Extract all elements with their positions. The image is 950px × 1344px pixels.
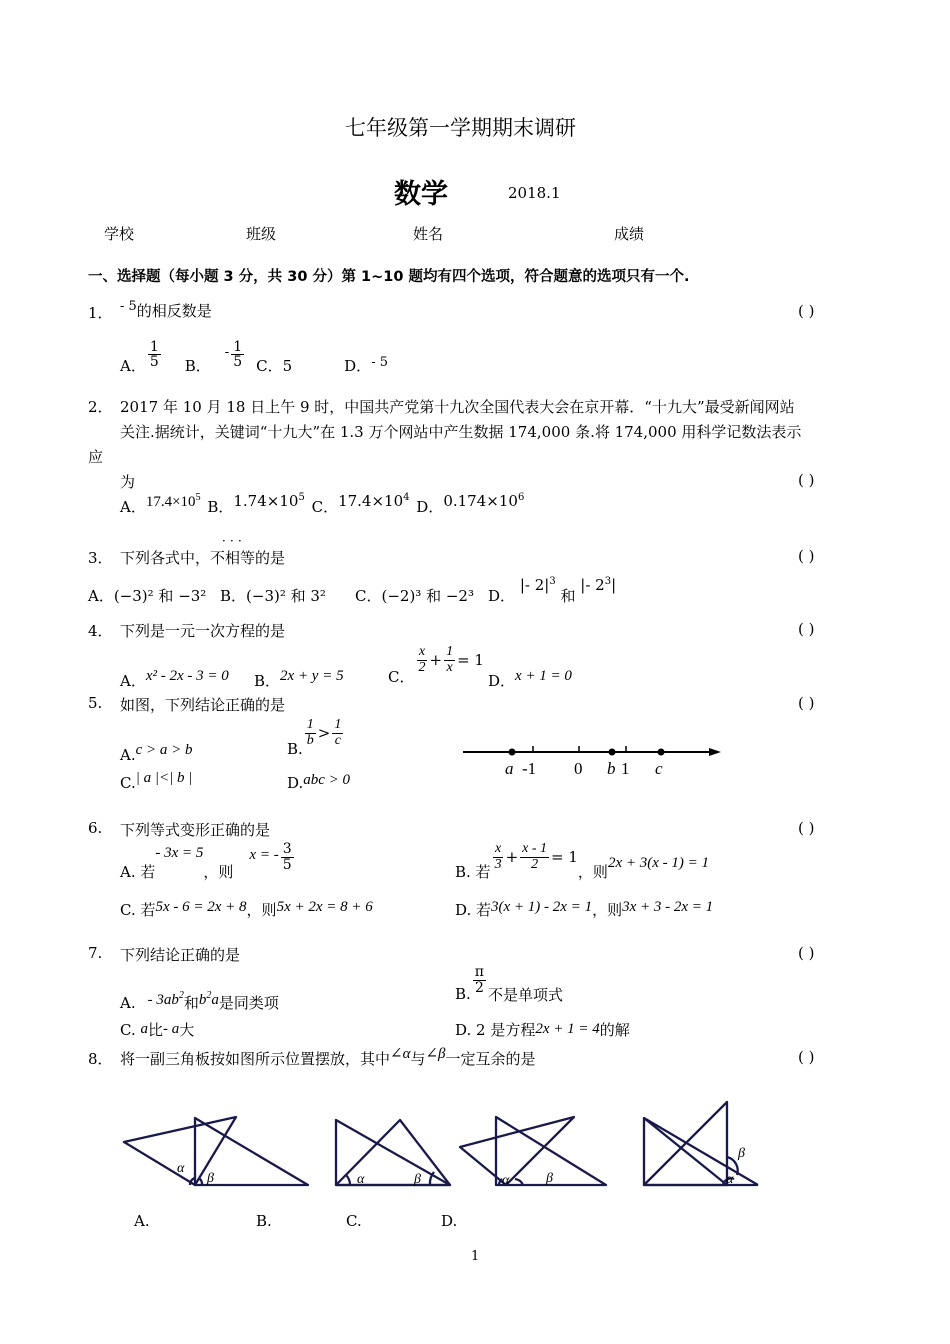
axis-label-1: 1	[621, 759, 630, 778]
q1-text: 的相反数是	[136, 302, 212, 320]
q2-options	[120, 492, 525, 517]
q3-option-d-label: D．	[488, 587, 516, 605]
q7-option-d	[455, 1017, 630, 1038]
q8-number: 8．	[88, 1050, 113, 1068]
q7-option-c-v1: a	[140, 1021, 148, 1037]
q7-option-a	[120, 988, 279, 1012]
q6-option-c-label: C. 若	[120, 901, 156, 919]
q7-number: 7.	[88, 944, 103, 962]
q7-option-b-frac: $\frac{\pi}{2}$	[474, 964, 484, 996]
q4-text: 下列是一元一次方程的是	[120, 622, 286, 640]
q6-option-b-frac1: $\frac{x}{3}$	[494, 841, 502, 872]
q4-option-b-value: 2x + y = 5	[280, 668, 344, 684]
subject-title: 数学	[394, 179, 448, 210]
q6-option-c	[120, 895, 373, 919]
q6-option-a	[120, 841, 296, 881]
q7-answer-paren: ( )	[798, 944, 815, 962]
fig-label-c: C.	[346, 1212, 362, 1230]
q2-number: 2．	[88, 398, 113, 416]
q1-option-b-sign: -	[224, 345, 230, 360]
q1-option-a-fraction: $\frac{1}{5}$	[149, 338, 159, 371]
q2-line1: 2017 年 10 月 18 日上午 9 时，中国共产党第十九次全国代表大会在京开幕．“十九大”最受新闻网站	[120, 398, 795, 416]
q1-option-b-label: B．	[184, 357, 211, 375]
q2-option-d-value: $0.174\times 10^6$	[443, 492, 525, 510]
q2-answer-paren: ( )	[798, 471, 815, 489]
q2-option-c-value: $17.4\times 10^4$	[338, 492, 410, 510]
q4-option-c	[388, 644, 484, 686]
exam-date: 2018.1	[508, 184, 561, 202]
q1-options	[120, 336, 388, 376]
q6-option-d	[455, 895, 714, 919]
q5-option-b-label: B.	[287, 740, 303, 759]
fig-c-beta: β	[546, 1171, 553, 1186]
q5-option-d-value: abc > 0	[303, 772, 351, 788]
axis-label-b: b	[607, 759, 616, 778]
q3-option-d	[488, 574, 617, 605]
page-number: 1	[471, 1249, 480, 1264]
q5-option-c-label: C.	[120, 774, 136, 792]
q7-option-a-term1: - $3ab^2$	[147, 990, 184, 1008]
q3-option-d-expr2: |- $2^3|$	[580, 576, 617, 594]
q5-option-d-label: D.	[287, 774, 304, 792]
q1-option-d-value: - 5	[371, 355, 388, 370]
q2-option-b-label: B．	[207, 498, 234, 516]
q4-answer-paren: ( )	[798, 620, 815, 638]
q6-option-a-eq: - 3x = 5	[155, 844, 204, 861]
q7-option-d-eq: 2x + 1 = 4	[535, 1021, 600, 1037]
q6-option-a-then: ，则	[203, 862, 234, 881]
fig-a-alpha: α	[177, 1161, 185, 1176]
q5-option-a-label: A.	[120, 746, 136, 764]
q2-option-a-label: A．	[120, 498, 146, 516]
q6-option-b-eq: = 1	[551, 848, 578, 867]
q4-option-b-label: B．	[254, 672, 281, 690]
q7-option-a-term2: $b^2a$	[198, 990, 219, 1008]
q8-answer-paren: ( )	[798, 1048, 815, 1066]
q2-option-a-value: $17.4\times 10^5$	[145, 492, 201, 510]
q4-number: 4．	[88, 622, 113, 640]
q5-option-d	[287, 770, 351, 792]
q4-option-a	[120, 664, 229, 690]
q1-option-d-label: D．	[344, 357, 372, 375]
q6-text: 下列等式变形正确的是	[120, 821, 271, 839]
section-heading: 一、选择题（每小题 3 分，共 30 分）第 1~10 题均有四个选项，符合题意的选项只有一个.	[88, 269, 690, 285]
q5-option-a-value: c > a > b	[135, 742, 193, 758]
figure-b	[336, 1120, 450, 1185]
q7-option-d-label: D. 2 是方程	[455, 1021, 536, 1039]
q5-option-b	[287, 717, 345, 759]
q6-option-b-res: 2x + 3(x - 1) = 1	[607, 854, 709, 871]
page-title: 七年级第一学期期末调研	[345, 116, 576, 140]
q7-option-b-label: B.	[455, 985, 471, 1004]
q2-line3: 应	[88, 448, 104, 466]
q7-option-a-label: A.	[120, 994, 136, 1012]
fig-c-alpha: α	[502, 1173, 510, 1188]
field-name: 姓名	[413, 225, 444, 243]
fig-a-beta: β	[207, 1171, 214, 1186]
field-score: 成绩	[614, 225, 645, 243]
q1-option-c: C．5	[256, 357, 293, 375]
axis-label-0: 0	[574, 759, 583, 778]
q6-number: 6.	[88, 819, 103, 837]
q3-emphasis-dots: ．．．	[222, 530, 253, 544]
q7-option-b-end: 不是单项式	[488, 985, 564, 1004]
q1-number: 1．	[88, 304, 113, 322]
q7-option-a-end: 是同类项	[218, 994, 279, 1012]
q6-option-a-label: A. 若	[120, 862, 156, 881]
axis-label-c: c	[655, 759, 663, 778]
q1-option-a-label: A．	[120, 357, 146, 375]
q7-option-c	[120, 1017, 194, 1038]
q6-option-a-frac: $\frac{3}{5}$	[282, 841, 292, 873]
q1-stem	[120, 300, 212, 321]
q5-option-b-gt: >	[317, 724, 331, 743]
q6-option-b	[455, 841, 709, 881]
q6-option-d-then: ，则	[592, 901, 623, 919]
q6-option-b-frac2: $\frac{x - 1}{2}$	[522, 841, 548, 872]
fig-label-b: B.	[256, 1212, 272, 1230]
q6-option-d-label: D. 若	[455, 901, 492, 919]
q1-answer-paren: ( )	[798, 302, 815, 320]
q6-option-b-then: ，则	[577, 862, 608, 881]
q6-option-b-label: B. 若	[455, 862, 491, 881]
q5-option-b-frac1: $\frac{1}{b}$	[306, 717, 314, 748]
q7-option-a-and: 和	[183, 994, 199, 1012]
q4-option-d-label: D．	[488, 672, 516, 690]
q4-option-d-value: x + 1 = 0	[515, 668, 572, 684]
q2-option-c-label: C．	[311, 498, 339, 516]
q4-option-b	[254, 664, 344, 690]
q2-line2: 关注.据统计，关键词“十九大”在 1.3 万个网站中产生数据 174,000 条.将 174,000 用科学记数法表示	[120, 423, 802, 441]
q6-answer-paren: ( )	[798, 819, 815, 837]
q4-option-c-frac1: $\frac{x}{2}$	[418, 644, 426, 675]
q4-option-a-value: x² - 2x - 3 = 0	[145, 668, 229, 684]
q3-option-d-and: 和	[560, 587, 576, 605]
q7-option-c-mid: 比	[148, 1021, 164, 1039]
q4-option-d	[488, 664, 572, 690]
q6-option-c-eq: 5x - 6 = 2x + 8	[155, 899, 247, 915]
q6-option-c-then: ，则	[246, 901, 277, 919]
q7-option-c-label: C.	[120, 1021, 136, 1039]
q5-number: 5.	[88, 694, 103, 712]
q4-option-c-eq: = 1	[457, 651, 484, 670]
q5-option-c	[120, 768, 193, 792]
q3-answer-paren: ( )	[798, 547, 815, 565]
q7-option-b	[455, 964, 564, 1004]
q7-option-d-end: 的解	[599, 1021, 630, 1039]
q6-option-c-res: 5x + 2x = 8 + 6	[276, 899, 373, 915]
q2-option-b-value: $1.74\times 10^5$	[233, 492, 305, 510]
q1-option-b-fraction: $\frac{1}{5}$	[233, 338, 243, 371]
fig-b-beta: β	[414, 1172, 421, 1187]
q2-line4: 为	[120, 473, 136, 491]
q4-option-c-frac2: $\frac{1}{x}$	[446, 644, 454, 675]
q8-text: 将一副三角板按如图所示位置摆放，其中∠α与∠β一定互余的是	[120, 1046, 536, 1068]
q7-option-c-v2: - a	[163, 1021, 180, 1037]
q4-option-c-plus: +	[429, 651, 443, 670]
field-school: 学校	[104, 225, 135, 243]
q5-option-b-frac2: $\frac{1}{c}$	[334, 717, 342, 748]
q3-option-d-expr1: |- $2|^3$	[519, 576, 556, 594]
q6-option-a-res: x = -	[249, 846, 279, 863]
q6-option-d-eq: 3(x + 1) - 2x = 1	[491, 899, 593, 915]
q3-text: 下列各式中，不相等的是	[120, 549, 286, 567]
q5-option-c-value: | a |<| b |	[135, 770, 193, 786]
q5-answer-paren: ( )	[798, 694, 815, 712]
q8-figures	[110, 1095, 770, 1200]
q5-number-line	[455, 738, 730, 783]
fig-b-alpha: α	[357, 1172, 365, 1187]
q3-option-a: A．(−3)² 和 −3²	[88, 587, 207, 605]
figure-a	[124, 1117, 308, 1185]
fig-label-a: A.	[134, 1212, 150, 1230]
axis-label-a: a	[505, 759, 514, 778]
fig-label-d: D.	[441, 1212, 458, 1230]
axis-label-neg1: -1	[522, 759, 537, 778]
q6-option-b-plus: +	[505, 848, 519, 867]
q4-option-a-label: A．	[120, 672, 146, 690]
q5-text: 如图，下列结论正确的是	[120, 696, 286, 714]
q3-option-b: B．(−3)² 和 3²	[220, 587, 326, 605]
figure-c	[460, 1117, 606, 1185]
fig-d-beta: β	[738, 1146, 745, 1161]
field-class: 班级	[246, 225, 277, 243]
q6-option-d-res: 3x + 3 - 2x = 1	[622, 899, 714, 915]
q4-option-c-label: C．	[388, 667, 415, 686]
q1-value: - 5	[120, 299, 137, 314]
figure-d	[644, 1102, 758, 1185]
q2-option-d-label: D．	[416, 498, 444, 516]
q3-number: 3．	[88, 549, 113, 567]
q7-option-c-end: 大	[179, 1021, 195, 1039]
fig-d-alpha: α	[726, 1172, 734, 1187]
q7-text: 下列结论正确的是	[120, 946, 241, 964]
q3-option-c: C．(−2)³ 和 −2³	[355, 587, 474, 605]
q5-option-a	[120, 740, 193, 764]
